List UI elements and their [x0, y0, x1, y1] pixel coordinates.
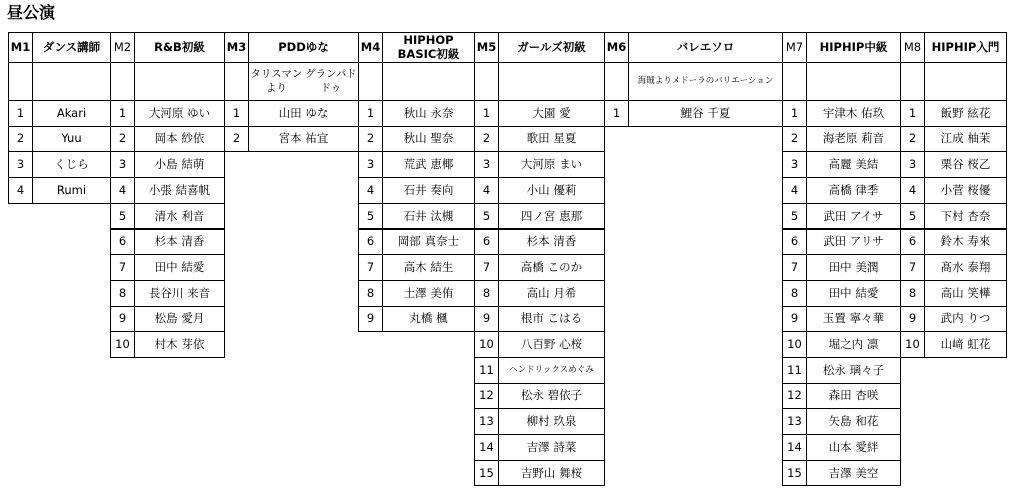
- column-title: HIPHIP入門: [924, 32, 1007, 63]
- row-number: 5: [474, 203, 499, 230]
- column-subtitle: タリスマンより グランパドドゥ: [248, 62, 359, 101]
- performer-name: 武田 アイサ: [806, 203, 901, 230]
- performer-name: 荒武 恵椰: [382, 151, 475, 178]
- row-number: 10: [110, 331, 135, 358]
- row-number: 5: [110, 203, 135, 230]
- row-number: 7: [782, 254, 807, 281]
- column-subtitle: [924, 62, 1007, 101]
- performer-name: 栗谷 桜乙: [924, 151, 1007, 178]
- row-number: 3: [110, 151, 135, 178]
- row-number: 6: [358, 229, 383, 256]
- column-title: PDDゆな: [248, 32, 359, 63]
- row-number: 4: [474, 177, 499, 204]
- performer-name: 松島 愛月: [134, 306, 225, 333]
- performer-name: 宮本 祐宜: [248, 126, 359, 153]
- performer-name: 吉澤 詩菜: [498, 434, 605, 461]
- subtitle-number-cell: [110, 62, 135, 101]
- subtitle-number-cell: [604, 62, 629, 101]
- column-title: ダンス講師: [32, 32, 111, 63]
- performer-name: 高橋 このか: [498, 254, 605, 281]
- row-number: 1: [224, 100, 249, 127]
- column-code-m8: M8: [900, 32, 925, 63]
- column-subtitle: [498, 62, 605, 101]
- column-subtitle: 海賊より メドーラのバリエーション: [628, 62, 783, 101]
- subtitle-number-cell: [900, 62, 925, 101]
- performer-name: 岡本 紗依: [134, 126, 225, 153]
- row-number: 1: [900, 100, 925, 127]
- performer-name: 吉野山 舞桜: [498, 460, 605, 487]
- performer-name: 山田 ゆな: [248, 100, 359, 127]
- row-number: 9: [110, 306, 135, 333]
- column-code-m7: M7: [782, 32, 807, 63]
- performer-name: ヘンドリックス めぐみ: [498, 357, 605, 384]
- row-number: 11: [782, 357, 807, 384]
- row-number: 9: [900, 306, 925, 333]
- performer-name: 高橋 律季: [806, 177, 901, 204]
- performer-name: 秋山 聖奈: [382, 126, 475, 153]
- subtitle-number-cell: [8, 62, 33, 101]
- row-number: 4: [358, 177, 383, 204]
- performer-name: 小島 結萌: [134, 151, 225, 178]
- performer-name: 柳村 玖泉: [498, 408, 605, 435]
- performer-name: 小菅 桜優: [924, 177, 1007, 204]
- row-number: 1: [782, 100, 807, 127]
- performer-name: 四ノ宮 恵那: [498, 203, 605, 230]
- performer-name: 岡部 真奈士: [382, 229, 475, 256]
- row-number: 1: [604, 100, 629, 127]
- row-number: 15: [782, 460, 807, 487]
- row-number: 8: [782, 280, 807, 307]
- row-number: 5: [782, 203, 807, 230]
- row-number: 8: [358, 280, 383, 307]
- row-number: 2: [474, 126, 499, 153]
- row-number: 15: [474, 460, 499, 487]
- performer-name: 田中 美潤: [806, 254, 901, 281]
- row-number: 4: [110, 177, 135, 204]
- row-number: 10: [782, 331, 807, 358]
- performer-name: 高山 笑樺: [924, 280, 1007, 307]
- row-number: 9: [782, 306, 807, 333]
- column-code-m6: M6: [604, 32, 629, 63]
- row-number: 1: [358, 100, 383, 127]
- row-number: 3: [8, 151, 33, 178]
- performer-name: 高麗 美結: [806, 151, 901, 178]
- performer-name: Akari: [32, 100, 111, 127]
- row-number: 8: [900, 280, 925, 307]
- row-number: 3: [474, 151, 499, 178]
- row-number: 7: [110, 254, 135, 281]
- row-number: 12: [474, 383, 499, 410]
- performer-name: Rumi: [32, 177, 111, 204]
- row-number: 6: [900, 229, 925, 256]
- performer-name: 田中 結愛: [806, 280, 901, 307]
- column-code-m2: M2: [110, 32, 135, 63]
- performer-name: 山﨑 虹花: [924, 331, 1007, 358]
- performer-name: 山本 愛絆: [806, 434, 901, 461]
- row-number: 2: [900, 126, 925, 153]
- performer-name: 長谷川 来音: [134, 280, 225, 307]
- performer-name: 武内 りつ: [924, 306, 1007, 333]
- row-number: 12: [782, 383, 807, 410]
- performer-name: 松永 璃々子: [806, 357, 901, 384]
- performer-name: 鈴木 寿來: [924, 229, 1007, 256]
- performer-name: 武田 アリサ: [806, 229, 901, 256]
- performer-name: 杉本 清香: [134, 229, 225, 256]
- performer-name: 秋山 永奈: [382, 100, 475, 127]
- subtitle-number-cell: [782, 62, 807, 101]
- row-number: 10: [474, 331, 499, 358]
- performer-name: 吉澤 美空: [806, 460, 901, 487]
- row-number: 10: [900, 331, 925, 358]
- performer-name: くじら: [32, 151, 111, 178]
- row-number: 2: [110, 126, 135, 153]
- performer-name: 森田 杏咲: [806, 383, 901, 410]
- performer-name: 歌田 星夏: [498, 126, 605, 153]
- column-subtitle: [382, 62, 475, 101]
- row-number: 3: [900, 151, 925, 178]
- performer-name: 海老原 莉音: [806, 126, 901, 153]
- subtitle-number-cell: [358, 62, 383, 101]
- row-number: 7: [474, 254, 499, 281]
- performer-name: 丸橋 楓: [382, 306, 475, 333]
- performer-name: 村木 芽依: [134, 331, 225, 358]
- column-subtitle: [32, 62, 111, 101]
- performer-name: 鯉谷 千夏: [628, 100, 783, 127]
- row-number: 5: [358, 203, 383, 230]
- row-number: 7: [358, 254, 383, 281]
- performer-name: 江成 柚茉: [924, 126, 1007, 153]
- performer-name: 土澤 美侑: [382, 280, 475, 307]
- performer-name: 石井 汰槻: [382, 203, 475, 230]
- row-number: 8: [474, 280, 499, 307]
- column-code-m5: M5: [474, 32, 499, 63]
- row-number: 14: [474, 434, 499, 461]
- column-code-m3: M3: [224, 32, 249, 63]
- performer-name: Yuu: [32, 126, 111, 153]
- performer-name: 髙水 泰翔: [924, 254, 1007, 281]
- performer-name: 大園 愛: [498, 100, 605, 127]
- column-title: R&B初級: [134, 32, 225, 63]
- performer-name: 飯野 絃花: [924, 100, 1007, 127]
- row-number: 3: [358, 151, 383, 178]
- row-number: 3: [782, 151, 807, 178]
- row-number: 6: [110, 229, 135, 256]
- performer-name: 高木 結生: [382, 254, 475, 281]
- row-number: 2: [358, 126, 383, 153]
- row-number: 4: [782, 177, 807, 204]
- row-number: 2: [224, 126, 249, 153]
- row-number: 4: [8, 177, 33, 204]
- performer-name: 清水 利音: [134, 203, 225, 230]
- page-title: 昼公演: [7, 3, 56, 22]
- row-number: 1: [8, 100, 33, 127]
- row-number: 2: [782, 126, 807, 153]
- performer-name: 宇津木 佑玖: [806, 100, 901, 127]
- subtitle-number-cell: [224, 62, 249, 101]
- row-number: 13: [782, 408, 807, 435]
- row-number: 9: [474, 306, 499, 333]
- column-code-m4: M4: [358, 32, 383, 63]
- performer-name: 小張 結喜帆: [134, 177, 225, 204]
- row-number: 7: [900, 254, 925, 281]
- column-code-m1: M1: [8, 32, 33, 63]
- performer-name: 杉本 清香: [498, 229, 605, 256]
- performer-name: 根市 こはる: [498, 306, 605, 333]
- performer-name: 高山 月希: [498, 280, 605, 307]
- column-subtitle: [806, 62, 901, 101]
- performer-name: 玉置 寧々華: [806, 306, 901, 333]
- row-number: 6: [782, 229, 807, 256]
- performer-name: 下村 杏奈: [924, 203, 1007, 230]
- performer-name: 大河原 ゆい: [134, 100, 225, 127]
- performer-name: 堀之内 凛: [806, 331, 901, 358]
- row-number: 1: [110, 100, 135, 127]
- performer-name: 石井 奏向: [382, 177, 475, 204]
- row-number: 14: [782, 434, 807, 461]
- column-title: バレエソロ: [628, 32, 783, 63]
- column-title: HIPHOP BASIC初級: [382, 32, 475, 63]
- performer-name: 小山 優莉: [498, 177, 605, 204]
- performer-name: 八百野 心桜: [498, 331, 605, 358]
- column-subtitle: [134, 62, 225, 101]
- row-number: 2: [8, 126, 33, 153]
- row-number: 4: [900, 177, 925, 204]
- subtitle-number-cell: [474, 62, 499, 101]
- column-title: HIPHIP中級: [806, 32, 901, 63]
- performer-name: 大河原 まい: [498, 151, 605, 178]
- row-number: 1: [474, 100, 499, 127]
- performer-name: 田中 結愛: [134, 254, 225, 281]
- row-number: 11: [474, 357, 499, 384]
- column-title: ガールズ初級: [498, 32, 605, 63]
- row-number: 8: [110, 280, 135, 307]
- row-number: 9: [358, 306, 383, 333]
- performer-name: 矢島 和花: [806, 408, 901, 435]
- row-number: 5: [900, 203, 925, 230]
- row-number: 6: [474, 229, 499, 256]
- performer-name: 松永 碧依子: [498, 383, 605, 410]
- row-number: 13: [474, 408, 499, 435]
